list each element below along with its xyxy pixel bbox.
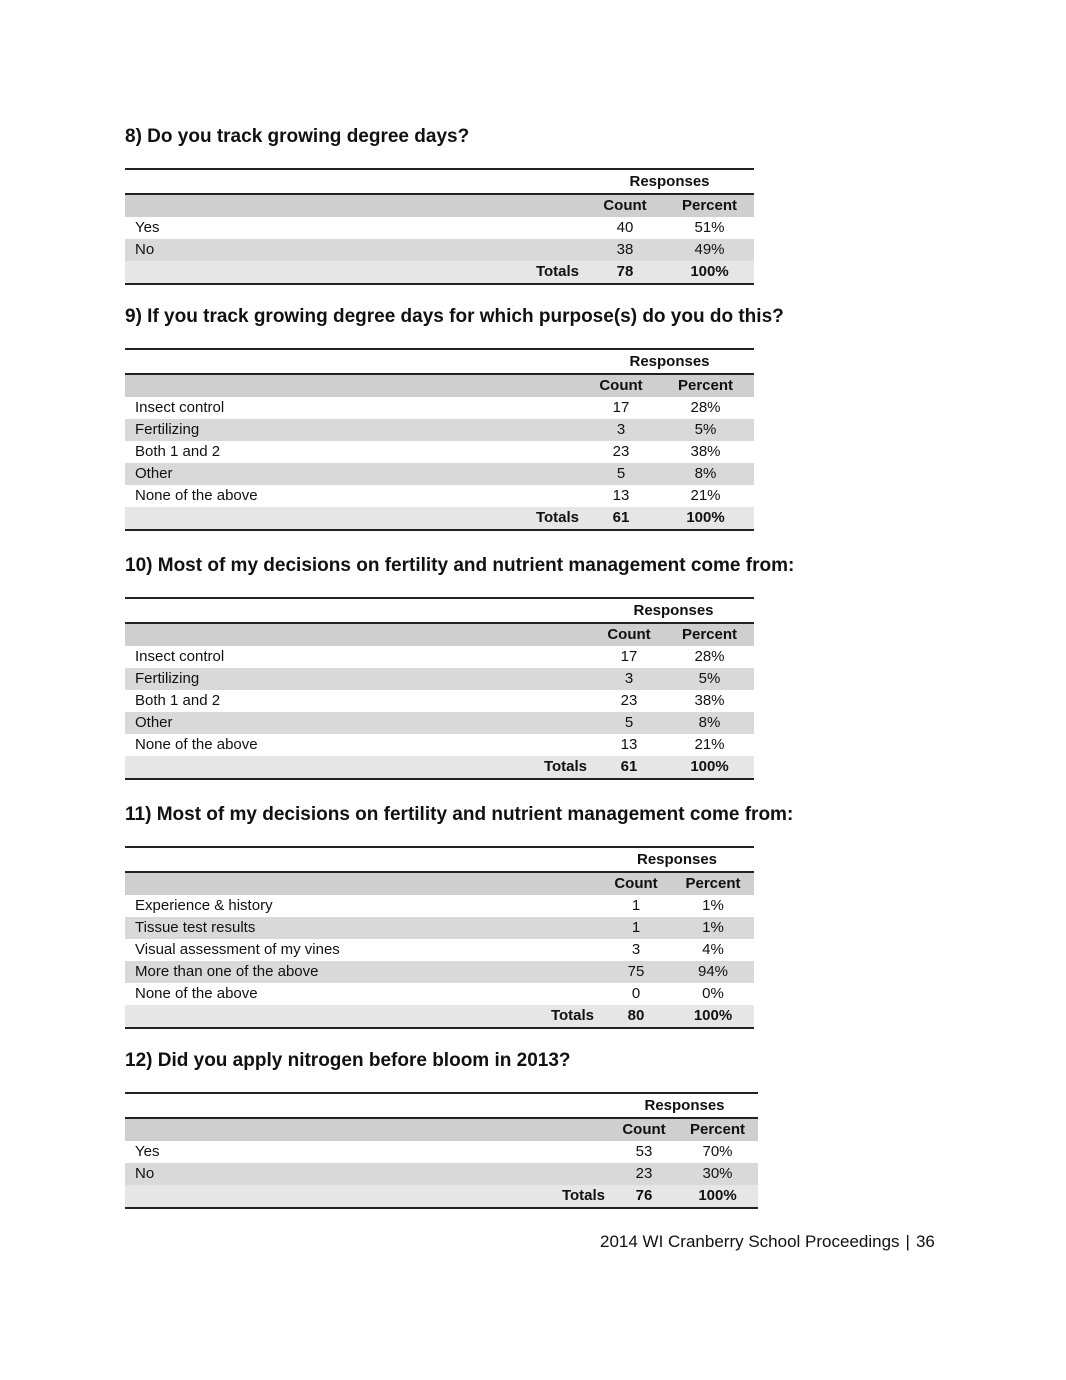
totals-count: 61 [585,507,657,530]
column-header-row [125,623,754,646]
row-percent: 21% [694,736,725,753]
table-q10 [125,597,754,780]
row-count: 38 [585,239,665,261]
row-count: 1 [631,897,641,914]
row-label: Both 1 and 2 [135,443,221,460]
totals-label: Totals [125,1005,600,1028]
responses-header-row [125,847,754,872]
responses-header: Responses [585,169,754,194]
row-label: Fertilizing [125,668,593,690]
totals-count: 78 [585,261,665,284]
row-count: 5 [585,463,657,485]
row-label: None of the above [135,736,258,753]
row-count: 1 [600,917,672,939]
totals-label: Totals [125,507,585,530]
table-row [125,712,754,734]
percent-header: Percent [677,1118,758,1141]
table-row [125,397,754,419]
row-label: Other [125,712,593,734]
question-10-title: 10) Most of my decisions on fertility and nutrient management come from: [125,555,795,576]
percent-header: Percent [665,623,754,646]
count-header: Count [585,194,665,217]
table-row [125,961,754,983]
totals-row [125,1005,754,1028]
row-label: Insect control [135,399,225,416]
table-row [125,983,754,1005]
table-row [125,1163,758,1185]
table-row [125,734,754,756]
row-label: Fertilizing [125,419,585,441]
totals-label: Totals [125,1185,611,1208]
table-q8 [125,168,754,285]
table-row [125,668,754,690]
table-row [125,485,754,507]
responses-header: Responses [600,847,754,872]
count-header: Count [593,623,665,646]
row-percent: 94% [672,961,754,983]
row-label: Yes [135,1143,160,1160]
row-percent: 49% [665,239,754,261]
row-count: 40 [616,219,634,236]
row-percent: 38% [690,443,721,460]
totals-percent: 100% [665,756,754,779]
column-header-row [125,872,754,895]
row-label: None of the above [135,487,258,504]
table-q11 [125,846,754,1029]
question-12-title: 12) Did you apply nitrogen before bloom in 2013? [125,1050,571,1071]
row-percent: 38% [694,692,725,709]
question-11-title: 11) Most of my decisions on fertility and nutrient management come from: [125,804,794,825]
row-percent: 8% [665,712,754,734]
totals-row [125,756,754,779]
row-count: 0 [631,985,641,1002]
table-row [125,917,754,939]
table-row [125,690,754,712]
table-row [125,441,754,463]
row-label: Other [125,463,585,485]
row-label: More than one of the above [125,961,600,983]
row-count: 23 [611,1163,677,1185]
column-header-row [125,1118,758,1141]
totals-row [125,507,754,530]
responses-header-row [125,349,754,374]
table-q9 [125,348,754,531]
row-count: 23 [612,443,630,460]
row-count: 17 [620,648,638,665]
row-count: 17 [612,399,630,416]
question-9-title: 9) If you track growing degree days for which purpose(s) do you do this? [125,306,784,327]
percent-header: Percent [672,872,754,895]
count-header: Count [585,374,657,397]
row-percent: 28% [694,648,725,665]
row-percent: 5% [657,419,754,441]
row-label: Both 1 and 2 [135,692,221,709]
responses-header: Responses [611,1093,758,1118]
percent-header: Percent [665,194,754,217]
row-count: 3 [631,941,641,958]
row-label: Yes [135,219,160,236]
row-label: Visual assessment of my vines [135,941,340,958]
column-header-row [125,194,754,217]
page-footer [600,1232,935,1252]
question-8-title: 8) Do you track growing degree days? [125,126,470,147]
table-row [125,217,754,239]
footer-separator: | [905,1232,910,1251]
totals-count: 76 [611,1185,677,1208]
row-percent: 1% [702,897,724,914]
totals-count: 80 [600,1005,672,1028]
responses-header-row [125,1093,758,1118]
footer-text: 2014 WI Cranberry School Proceedings [600,1232,900,1251]
column-header-row [125,374,754,397]
totals-percent: 100% [677,1185,758,1208]
row-count: 3 [593,668,665,690]
percent-header: Percent [657,374,754,397]
table-row [125,1141,758,1163]
row-count: 13 [612,487,630,504]
responses-header: Responses [593,598,754,623]
table-row [125,463,754,485]
totals-percent: 100% [672,1005,754,1028]
row-percent: 8% [657,463,754,485]
row-percent: 5% [665,668,754,690]
row-count: 13 [620,736,638,753]
row-count: 5 [593,712,665,734]
table-row [125,939,754,961]
totals-label: Totals [125,261,585,284]
row-label: None of the above [135,985,258,1002]
responses-header-row [125,598,754,623]
table-row [125,646,754,668]
row-count: 23 [620,692,638,709]
table-row [125,239,754,261]
page-number: 36 [915,1232,935,1251]
table-row [125,419,754,441]
row-count: 3 [585,419,657,441]
row-percent: 0% [702,985,724,1002]
row-percent: 70% [702,1143,733,1160]
row-percent: 30% [677,1163,758,1185]
totals-percent: 100% [657,507,754,530]
row-percent: 28% [690,399,721,416]
totals-label: Totals [125,756,593,779]
responses-header-row [125,169,754,194]
totals-row [125,1185,758,1208]
count-header: Count [611,1118,677,1141]
table-row [125,895,754,917]
row-percent: 51% [694,219,725,236]
row-label: Tissue test results [125,917,600,939]
row-label: No [125,1163,611,1185]
row-percent: 1% [672,917,754,939]
row-percent: 4% [702,941,724,958]
row-count: 75 [600,961,672,983]
count-header: Count [600,872,672,895]
row-count: 53 [635,1143,653,1160]
totals-count: 61 [593,756,665,779]
table-q12 [125,1092,758,1209]
totals-percent: 100% [665,261,754,284]
responses-header: Responses [585,349,754,374]
row-label: Insect control [135,648,225,665]
row-label: No [125,239,585,261]
row-percent: 21% [690,487,721,504]
totals-row [125,261,754,284]
row-label: Experience & history [135,897,273,914]
